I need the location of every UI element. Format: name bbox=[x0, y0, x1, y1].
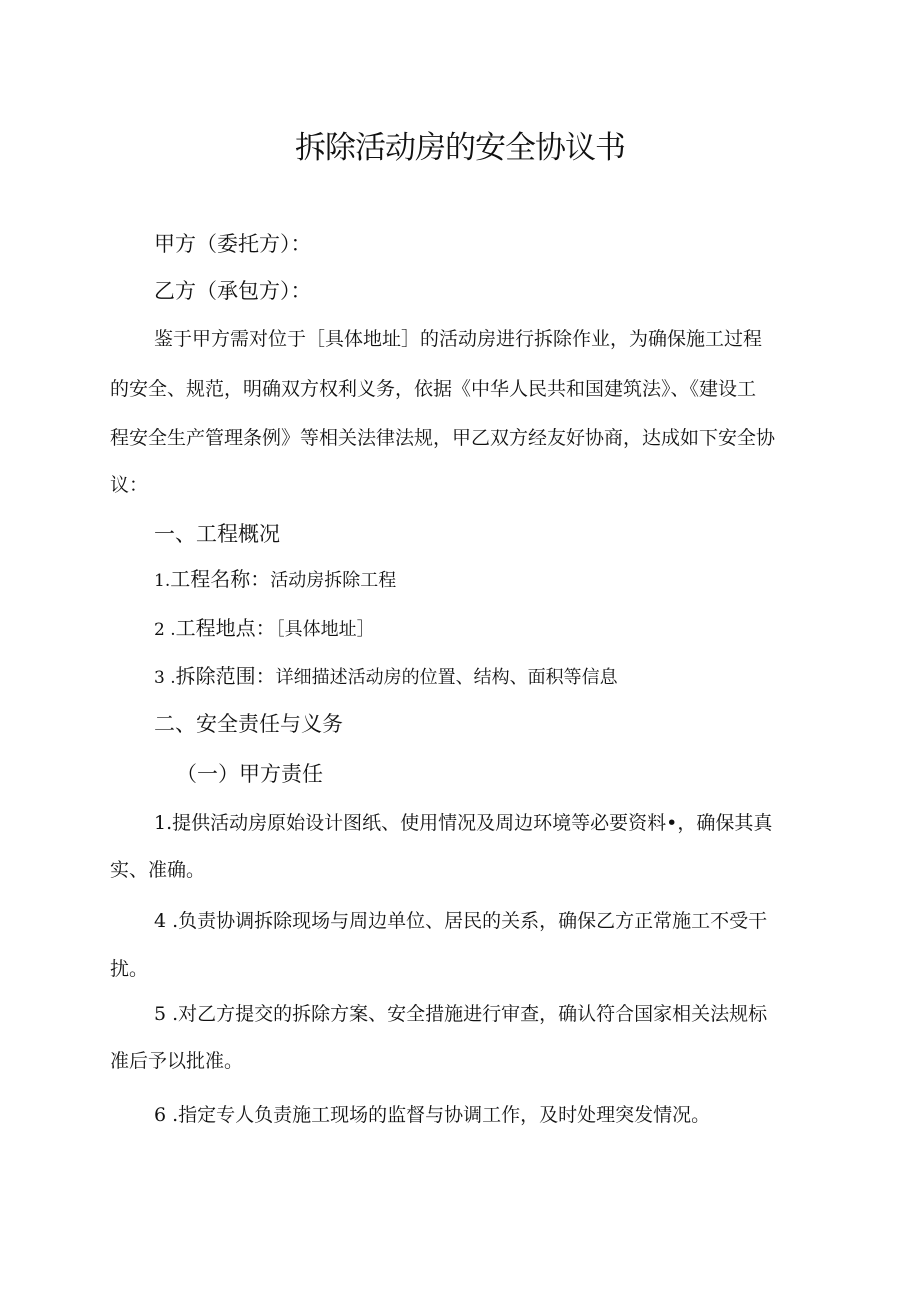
overview-item bbox=[154, 663, 618, 691]
item-label: 拆除范围： bbox=[175, 664, 276, 688]
item-number: 2 . bbox=[154, 620, 176, 640]
paragraph-line: 扰。 bbox=[110, 958, 149, 980]
item-value: ［具体地址］ bbox=[275, 619, 375, 640]
preamble-line: 议： bbox=[110, 474, 149, 496]
item-value: 活动房拆除工程 bbox=[270, 570, 397, 591]
overview-item bbox=[154, 615, 375, 643]
section-heading-safety-duties: 二、安全责任与义务 bbox=[154, 712, 343, 736]
overview-item bbox=[154, 566, 396, 594]
party-b-line: 乙方（承包方）： bbox=[154, 279, 312, 303]
paragraph-line: 4 .负责协调拆除现场与周边单位、居民的关系，确保乙方正常施工不受干 bbox=[154, 910, 768, 932]
paragraph-line: 5 .对乙方提交的拆除方案、安全措施进行审查，确认符合国家相关法规标 bbox=[154, 1003, 768, 1025]
document-title: 拆除活动房的安全协议书 bbox=[295, 130, 625, 166]
preamble-line: 的安全、规范，明确双方权利义务，依据《中华人民共和国建筑法》、《建设工 bbox=[110, 378, 757, 400]
subsection-heading-party-a: （一）甲方责任 bbox=[176, 762, 323, 786]
paragraph-line: 准后予以批准。 bbox=[110, 1050, 244, 1072]
item-number: 1. bbox=[154, 571, 171, 591]
preamble-line: 程安全生产管理条例》等相关法律法规，甲乙双方经友好协商，达成如下安全协 bbox=[110, 427, 776, 449]
preamble-line: 鉴于甲方需对位于［具体地址］的活动房进行拆除作业，为确保施工过程 bbox=[154, 328, 763, 350]
paragraph-line: 6 .指定专人负责施工现场的监督与协调工作，及时处理突发情况。 bbox=[154, 1104, 711, 1126]
item-label: 工程地点： bbox=[175, 616, 276, 640]
item-value: 详细描述活动房的位置、结构、面积等信息 bbox=[275, 667, 618, 688]
paragraph-line: 实、准确。 bbox=[110, 859, 206, 881]
party-a-line: 甲方（委托方）： bbox=[154, 232, 312, 256]
item-number: 3 . bbox=[154, 668, 176, 688]
section-heading-project-overview: 一、工程概况 bbox=[154, 522, 280, 546]
item-label: 工程名称： bbox=[170, 567, 271, 591]
paragraph-line: 1.提供活动房原始设计图纸、使用情况及周边环境等必要资料•，确保其真 bbox=[154, 812, 773, 834]
